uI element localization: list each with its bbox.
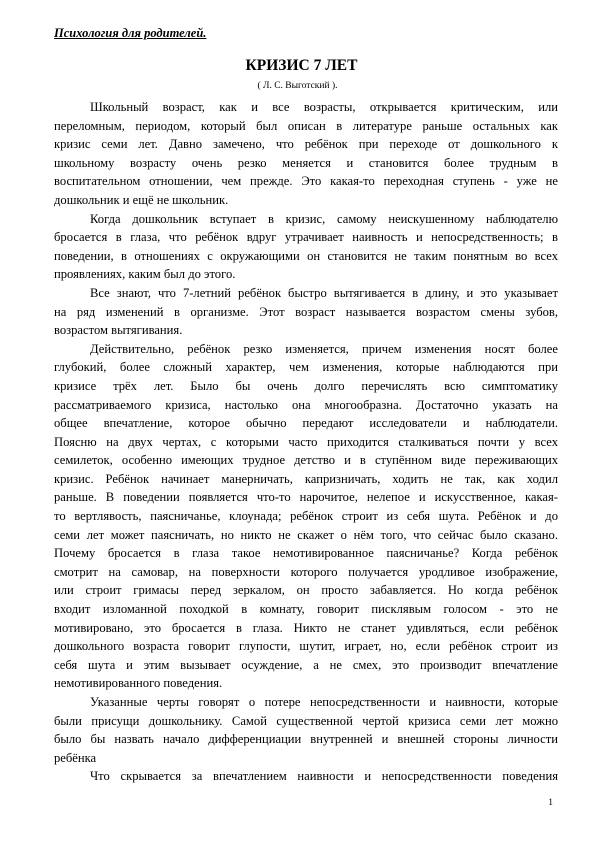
text-line: общее впечатление, которое обычно передают исследователи и наблюдатели.	[54, 416, 558, 431]
text-line: мотивировано, это бросается в глаза. Никто не станет удивляться, если ребёнок	[54, 620, 558, 635]
text-line: раньше. В поведении появляется что-то нарочитое, нелепое и искусственное, какая-	[54, 490, 558, 505]
text-line: семи лет может паясничать, но никто не скажет о нём того, что сейчас было сказано.	[54, 527, 558, 542]
text-line: кризисе трёх лет. Было бы очень долго перечислять всю симптоматику	[54, 378, 558, 393]
text-line: были присущи дошкольнику. Самой существенной чертой кризиса семи лет можно	[54, 713, 558, 728]
text-line: или строит гримасы перед зеркалом, он просто забавляется. Но когда ребёнок	[54, 583, 558, 598]
text-line: немотивированного поведения.	[54, 676, 223, 691]
text-line: Школьный возраст, как и все возрасты, открывается критическим, или	[90, 100, 558, 114]
text-line: школьному возрасту очень резко меняется и становится более трудным в	[54, 155, 558, 170]
text-line: входит изломанной походкой в комнату, говорит писклявым голосом - это не	[54, 602, 558, 617]
text-line: дошкольник и ещё не школьник.	[54, 192, 229, 207]
text-line: кризис семи лет. Давно замечено, что ребёнок при переходе от дошкольного к	[54, 137, 558, 152]
text-line: Действительно, ребёнок резко изменяется, причем изменения носят более	[90, 341, 558, 356]
text-line: поведении, в отношениях с окружающими он становится не таким понятным во всех	[54, 248, 558, 263]
text-line: Почему бросается в глаза такое немотивированное паясничанье? Когда ребёнок	[54, 546, 558, 561]
text-line: Указанные черты говорят о потере непосредственности и наивности, которые	[90, 695, 558, 709]
text-line: глубокий, более сложный характер, чем изменения, которые наблюдаются при	[54, 360, 558, 375]
text-line: семилеток, особенно имеющих трудное детство и в ступённом виде переживающих	[54, 453, 558, 468]
text-line: воспитательном отношении, чем прежде. Это какая-то переходная ступень - уже не	[54, 174, 558, 189]
text-line: смотрит на самовар, на поверхности которого получается уродливое изображение,	[54, 564, 558, 579]
text-line: Поясню на двух чертах, с которыми часто приходится сталкиваться почти у всех	[54, 434, 558, 449]
section-header: Психология для родителей.	[54, 26, 207, 40]
title-text: КРИЗИС 7 ЛЕТ	[245, 57, 358, 74]
text-line: проявлениях, каким был до этого.	[54, 267, 236, 282]
page-number: 1	[548, 798, 553, 808]
text-line: Все знают, что 7-летний ребёнок быстро вытягивается в длину, и это указывает	[90, 285, 558, 300]
text-line: возрастом вытягивания.	[54, 323, 183, 338]
text-line: то вертлявость, паясничанье, клоунада; ребёнок строит из себя шута. Ребёнок и до	[54, 509, 558, 524]
text-line: было бы назвать начало дифференциации внутренней и внешней стороны личности	[54, 732, 558, 747]
text-line: кризис. Ребёнок начинает манерничать, капризничать, ходить не так, как ходил	[54, 471, 558, 486]
text-line: Что скрывается за впечатлением наивности и непосредственности поведения	[90, 769, 558, 784]
author-line: ( Л. С. Выготский ).	[257, 81, 338, 91]
text-line: рассматриваемого кризиса, настолько она многообразна. Достаточно указать на	[54, 397, 558, 412]
text-line: на ряд изменений в организме. Этот возраст называется возрастом смены зубов,	[54, 304, 558, 319]
text-line: ребёнка	[54, 750, 97, 765]
document-title	[0, 57, 595, 75]
text-line: переломным, периодом, который был описан в литературе раньше остальных как	[54, 118, 558, 133]
text-line: дошкольного возраста говорит глупости, шутит, играет, но, если ребёнок строит из	[54, 639, 558, 654]
text-line: себя шута и этим вызывает осуждение, а не смех, это производит впечатление	[54, 657, 558, 672]
text-line: Когда дошкольник вступает в кризис, самому неискушенному наблюдателю	[90, 211, 558, 226]
text-line: бросается в глаза, что ребёнок вдруг утрачивает наивность и непосредственность; в	[54, 230, 558, 245]
body-text	[54, 98, 558, 786]
